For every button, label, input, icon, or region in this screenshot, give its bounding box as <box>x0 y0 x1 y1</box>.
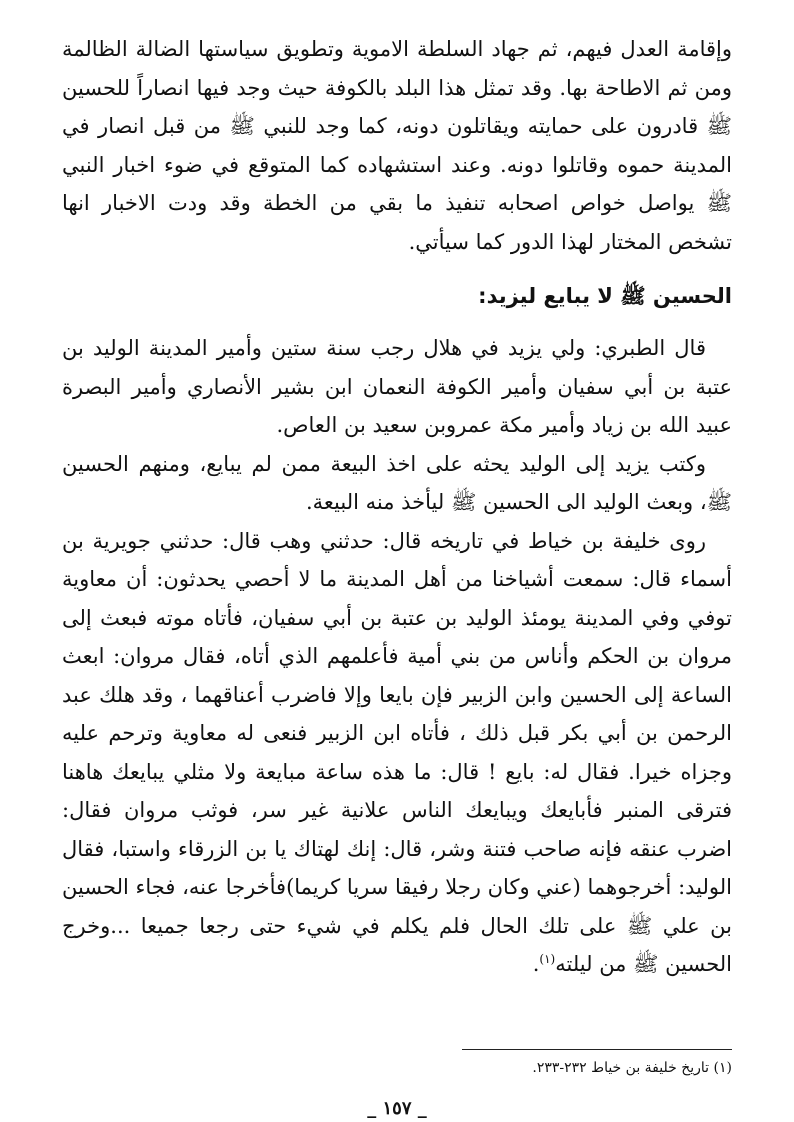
page-number: _ ١٥٧ _ <box>367 1098 427 1119</box>
footnote-marker: (١) <box>539 952 556 966</box>
tabari-paragraph: قال الطبري: ولي يزيد في هلال رجب سنة ستين وأمير المدينة الوليد بن عتبة بن أبي سفيان وأمير الكوفة النعمان ابن بشير الأنصاري وأمير البصرة عبيد الله بن زياد وأمير مكة عمروبن سعيد بن العاص. <box>62 336 732 437</box>
khalifa-paragraph: روى خليفة بن خياط في تاريخه قال: حدثني وهب قال: حدثني جويرية بن أسماء قال: سمعت أشياخنا من أهل المدينة ما لا أحصي يحدثون: أن معاوية توفي وفي المدينة يومئذ الوليد بن عتبة بن أبي سفيان، فأتاه موته فبعث إلى مروان بن الحكم وأناس من بني أمية فأعلمهم الذي أتاه، فقال مروان: ابعث الساعة إلى الحسين وابن الزبير فإن بايعا وإلا فاضرب أعناقهما ، وقد هلك عبد الرحمن بن أبي بكر قبل ذلك ، فأتاه ابن الزبير فنعى له معاوية وترحم عليه وجزاه خيرا. فقال له: بايع ! قال: ما هذه ساعة مبايعة ولا مثلي يبايعك هاهنا فترقى المنبر فأبايعك ويبايعك الناس علانية غير سر، فوثب مروان فقال: اضرب عنقه فإنه صاحب فتنة وشر، قال: إنك لهتاك يا بن الزرقاء واستبا، فقال الوليد: أخرجوهما (عني وكان رجلا رفيقا سريا كريما)فأخرجا عنه، فجاء الحسين بن علي ﷺ على تلك الحال فلم يكلم في شيء حتى رجعا جميعا ...وخرج الحسين ﷺ من ليلته$^{(١)}$. <box>62 528 732 976</box>
section-heading: الحسين ﷺ لا يبايع ليزيد: <box>478 284 732 308</box>
intro-paragraph: وإقامة العدل فيهم، ثم جهاد السلطة الاموية وتطويق سياستها الضالة الظالمة ومن ثم الاطاحة بها. وقد تمثل هذا البلد بالكوفة حيث وجد فيها انصاراً للحسين ﷺ قادرون على حمايته ويقاتلون دونه، كما وجد للنبي ﷺ من قبل انصار في المدينة حموه وقاتلوا دونه. وعند استشهاده كما المتوقع في ضوء اخبار النبي ﷺ يواصل خواص اصحابه تنفيذ ما بقي من الخطة وقد ودت الاخبار انها تشخص المختار لهذا الدور كما سيأتي. <box>62 37 732 254</box>
khalifa-text: روى خليفة بن خياط في تاريخه قال: حدثني وهب قال: حدثني جويرية بن أسماء قال: سمعت أشياخنا من أهل المدينة ما لا أحصي يحدثون: أن معاوية توفي وفي المدينة يومئذ الوليد بن عتبة بن أبي سفيان، فأتاه موته فبعث إلى مروان بن الحكم وأناس من بني أمية فأعلمهم الذي أتاه، فقال مروان: ابعث الساعة إلى الحسين وابن الزبير فإن بايعا وإلا فاضرب أعناقهما ، وقد هلك عبد الرحمن بن أبي بكر قبل ذلك ، فأتاه ابن الزبير فنعى له معاوية وترحم عليه وجزاه خيرا. فقال له: بايع ! قال: ما هذه ساعة مبايعة ولا مثلي يبايعك هاهنا فترقى المنبر فأبايعك ويبايعك الناس علانية غير سر، فوثب مروان فقال: اضرب عنقه فإنه صاحب فتنة وشر، قال: إنك لهتاك يا بن الزرقاء واستبا، فقال الوليد: أخرجوهما (عني وكان رجلا رفيقا سريا كريما)فأخرجا عنه، فجاء الحسين بن علي ﷺ على تلك الحال فلم يكلم في شيء حتى رجعا جميعا ...وخرج الحسين ﷺ من ليلته <box>62 528 732 976</box>
footnote: (١) تاريخ خليفة بن خياط ٢٣٢-٢٣٣. <box>532 1060 732 1076</box>
page-body <box>62 30 732 1119</box>
letter-paragraph: وكتب يزيد إلى الوليد يحثه على اخذ البيعة ممن لم يبايع، ومنهم الحسين ﷺ، وبعث الوليد الى الحسين ﷺ ليأخذ منه البيعة. <box>62 451 732 514</box>
footnote-divider <box>462 1049 732 1050</box>
